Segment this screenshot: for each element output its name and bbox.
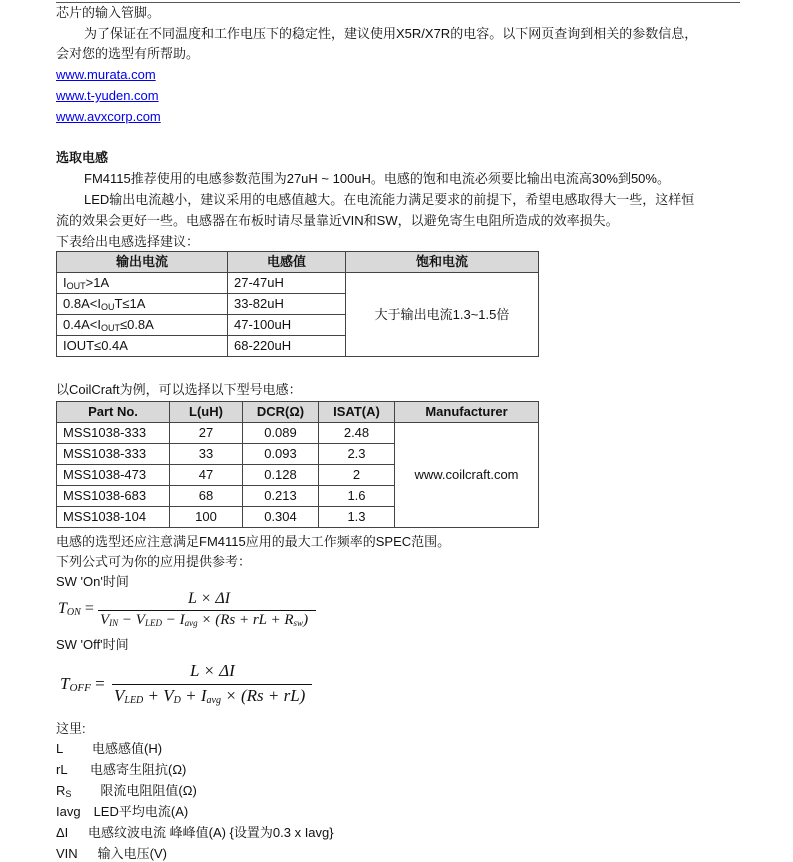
header-output-current: 输出电流	[57, 252, 228, 273]
coilcraft-table	[56, 401, 539, 528]
inductance-cell: 27-47uH	[228, 273, 346, 294]
part-no-cell: MSS1038-473	[57, 465, 170, 486]
header-part-no: Part No.	[57, 402, 170, 423]
formula-on-numerator: L × ΔI	[188, 590, 231, 607]
header-inductance: 电感值	[228, 252, 346, 273]
where-item-vin: VIN 输入电压(V)	[56, 846, 168, 861]
output-current-cell: $I_{OUT}>1A$	[57, 273, 228, 294]
formula-on-lhs: $T_{ON}$ =	[58, 600, 94, 618]
inductor-para-2-line-1: LED输出电流越小，建议采用的电感值越大。在电流能力满足要求的前提下，希望电感取得大一些，这样恒	[84, 192, 695, 207]
table-row	[57, 273, 539, 294]
intro-line-1: 芯片的输入管脚。	[56, 5, 161, 20]
manufacturer-cell: www.coilcraft.com	[395, 423, 539, 528]
table-row	[57, 423, 539, 444]
isat-cell: 1.6	[319, 486, 395, 507]
l-uh-cell: 27	[170, 423, 243, 444]
isat-cell: 1.3	[319, 507, 395, 528]
dcr-cell: 0.093	[243, 444, 319, 465]
where-item-iavg: Iavg LED平均电流(A)	[56, 804, 189, 819]
dcr-cell: 0.089	[243, 423, 319, 444]
output-current-cell: $0.8A<I_{OU}T\le 1A$	[57, 294, 228, 315]
isat-cell: 2	[319, 465, 395, 486]
document-page	[56, 0, 740, 862]
output-current-cell: IOUT≤0.4A	[57, 336, 228, 357]
intro-line-3: 会对您的选型有所帮助。	[56, 46, 200, 61]
formula-on-fraction-bar	[98, 610, 316, 611]
dcr-cell: 0.304	[243, 507, 319, 528]
formula-off-lhs: $T_{OFF}$ =	[60, 674, 105, 694]
inductance-cell: 47-100uH	[228, 315, 346, 336]
where-item-rl: rL 电感寄生阻抗(Ω)	[56, 762, 187, 777]
inductor-para-2-line-2: 流的效果会更好一些。电感器在布板时请尽量靠近VIN和SW，以避免寄生电阻所造成的效率损失。	[56, 213, 619, 228]
l-uh-cell: 47	[170, 465, 243, 486]
inductance-cell: 33-82uH	[228, 294, 346, 315]
after-table-line-2: 下列公式可为你的应用提供参考：	[56, 554, 252, 569]
isat-cell: 2.48	[319, 423, 395, 444]
dcr-cell: 0.213	[243, 486, 319, 507]
link-t-yuden[interactable]: www.t-yuden.com	[56, 88, 159, 103]
link-murata[interactable]: www.murata.com	[56, 67, 156, 82]
where-item-delta-i: ΔI 电感纹波电流 峰峰值(A) {设置为0.3 x Iavg}	[56, 825, 334, 840]
formula-on-denominator: $V_{IN} - V_{LED} - I_{avg} \times (Rs$ + rL + $R_{sw}$)	[100, 612, 309, 628]
header-rule	[56, 2, 740, 3]
inductor-selection-table	[56, 251, 539, 357]
formula-off-numerator: L × ΔI	[190, 661, 235, 680]
header-manufacturer: Manufacturer	[395, 402, 539, 423]
inductor-para-1: FM4115推荐使用的电感参数范围为27uH ~ 100uH。电感的饱和电流必须要比输出电流高30%到50%。	[84, 171, 670, 186]
l-uh-cell: 68	[170, 486, 243, 507]
inductance-cell: 68-220uH	[228, 336, 346, 357]
header-saturation-current: 饱和电流	[346, 252, 539, 273]
after-table-line-1: 电感的选型还应注意满足FM4115应用的最大工作频率的SPEC范围。	[56, 534, 451, 549]
formula-off-denominator: $V_{LED} + V_D + I_{avg} \times (Rs + rL)$	[114, 686, 306, 706]
part-no-cell: MSS1038-333	[57, 423, 170, 444]
header-isat: ISAT(A)	[319, 402, 395, 423]
selection-table-intro: 下表给出电感选择建议：	[56, 234, 200, 249]
saturation-current-cell: 大于输出电流1.3~1.5倍	[346, 273, 539, 357]
where-item-l: L 电感感值(H)	[56, 741, 163, 756]
header-dcr: DCR(Ω)	[243, 402, 319, 423]
formula-off-label: SW 'Off'时间	[56, 637, 129, 652]
formula-off-fraction-bar	[112, 684, 312, 685]
coilcraft-intro: 以CoilCraft为例，可以选择以下型号电感：	[56, 382, 302, 397]
part-no-cell: MSS1038-683	[57, 486, 170, 507]
l-uh-cell: 33	[170, 444, 243, 465]
part-no-cell: MSS1038-333	[57, 444, 170, 465]
link-avxcorp[interactable]: www.avxcorp.com	[56, 109, 161, 124]
formula-on-label: SW 'On'时间	[56, 574, 129, 589]
isat-cell: 2.3	[319, 444, 395, 465]
dcr-cell: 0.128	[243, 465, 319, 486]
part-no-cell: MSS1038-104	[57, 507, 170, 528]
intro-line-2: 为了保证在不同温度和工作电压下的稳定性，建议使用X5R/X7R的电容。以下网页查询到相关的参数信息，	[84, 26, 698, 41]
header-l-uh: L(uH)	[170, 402, 243, 423]
where-title: 这里:	[56, 721, 86, 736]
l-uh-cell: 100	[170, 507, 243, 528]
section-title-inductor: 选取电感	[56, 150, 109, 165]
where-item-rs: $R_S$ 限流电阻阻值(Ω)	[56, 783, 197, 799]
output-current-cell: $0.4A<I_{OUT}\le 0.8A$	[57, 315, 228, 336]
